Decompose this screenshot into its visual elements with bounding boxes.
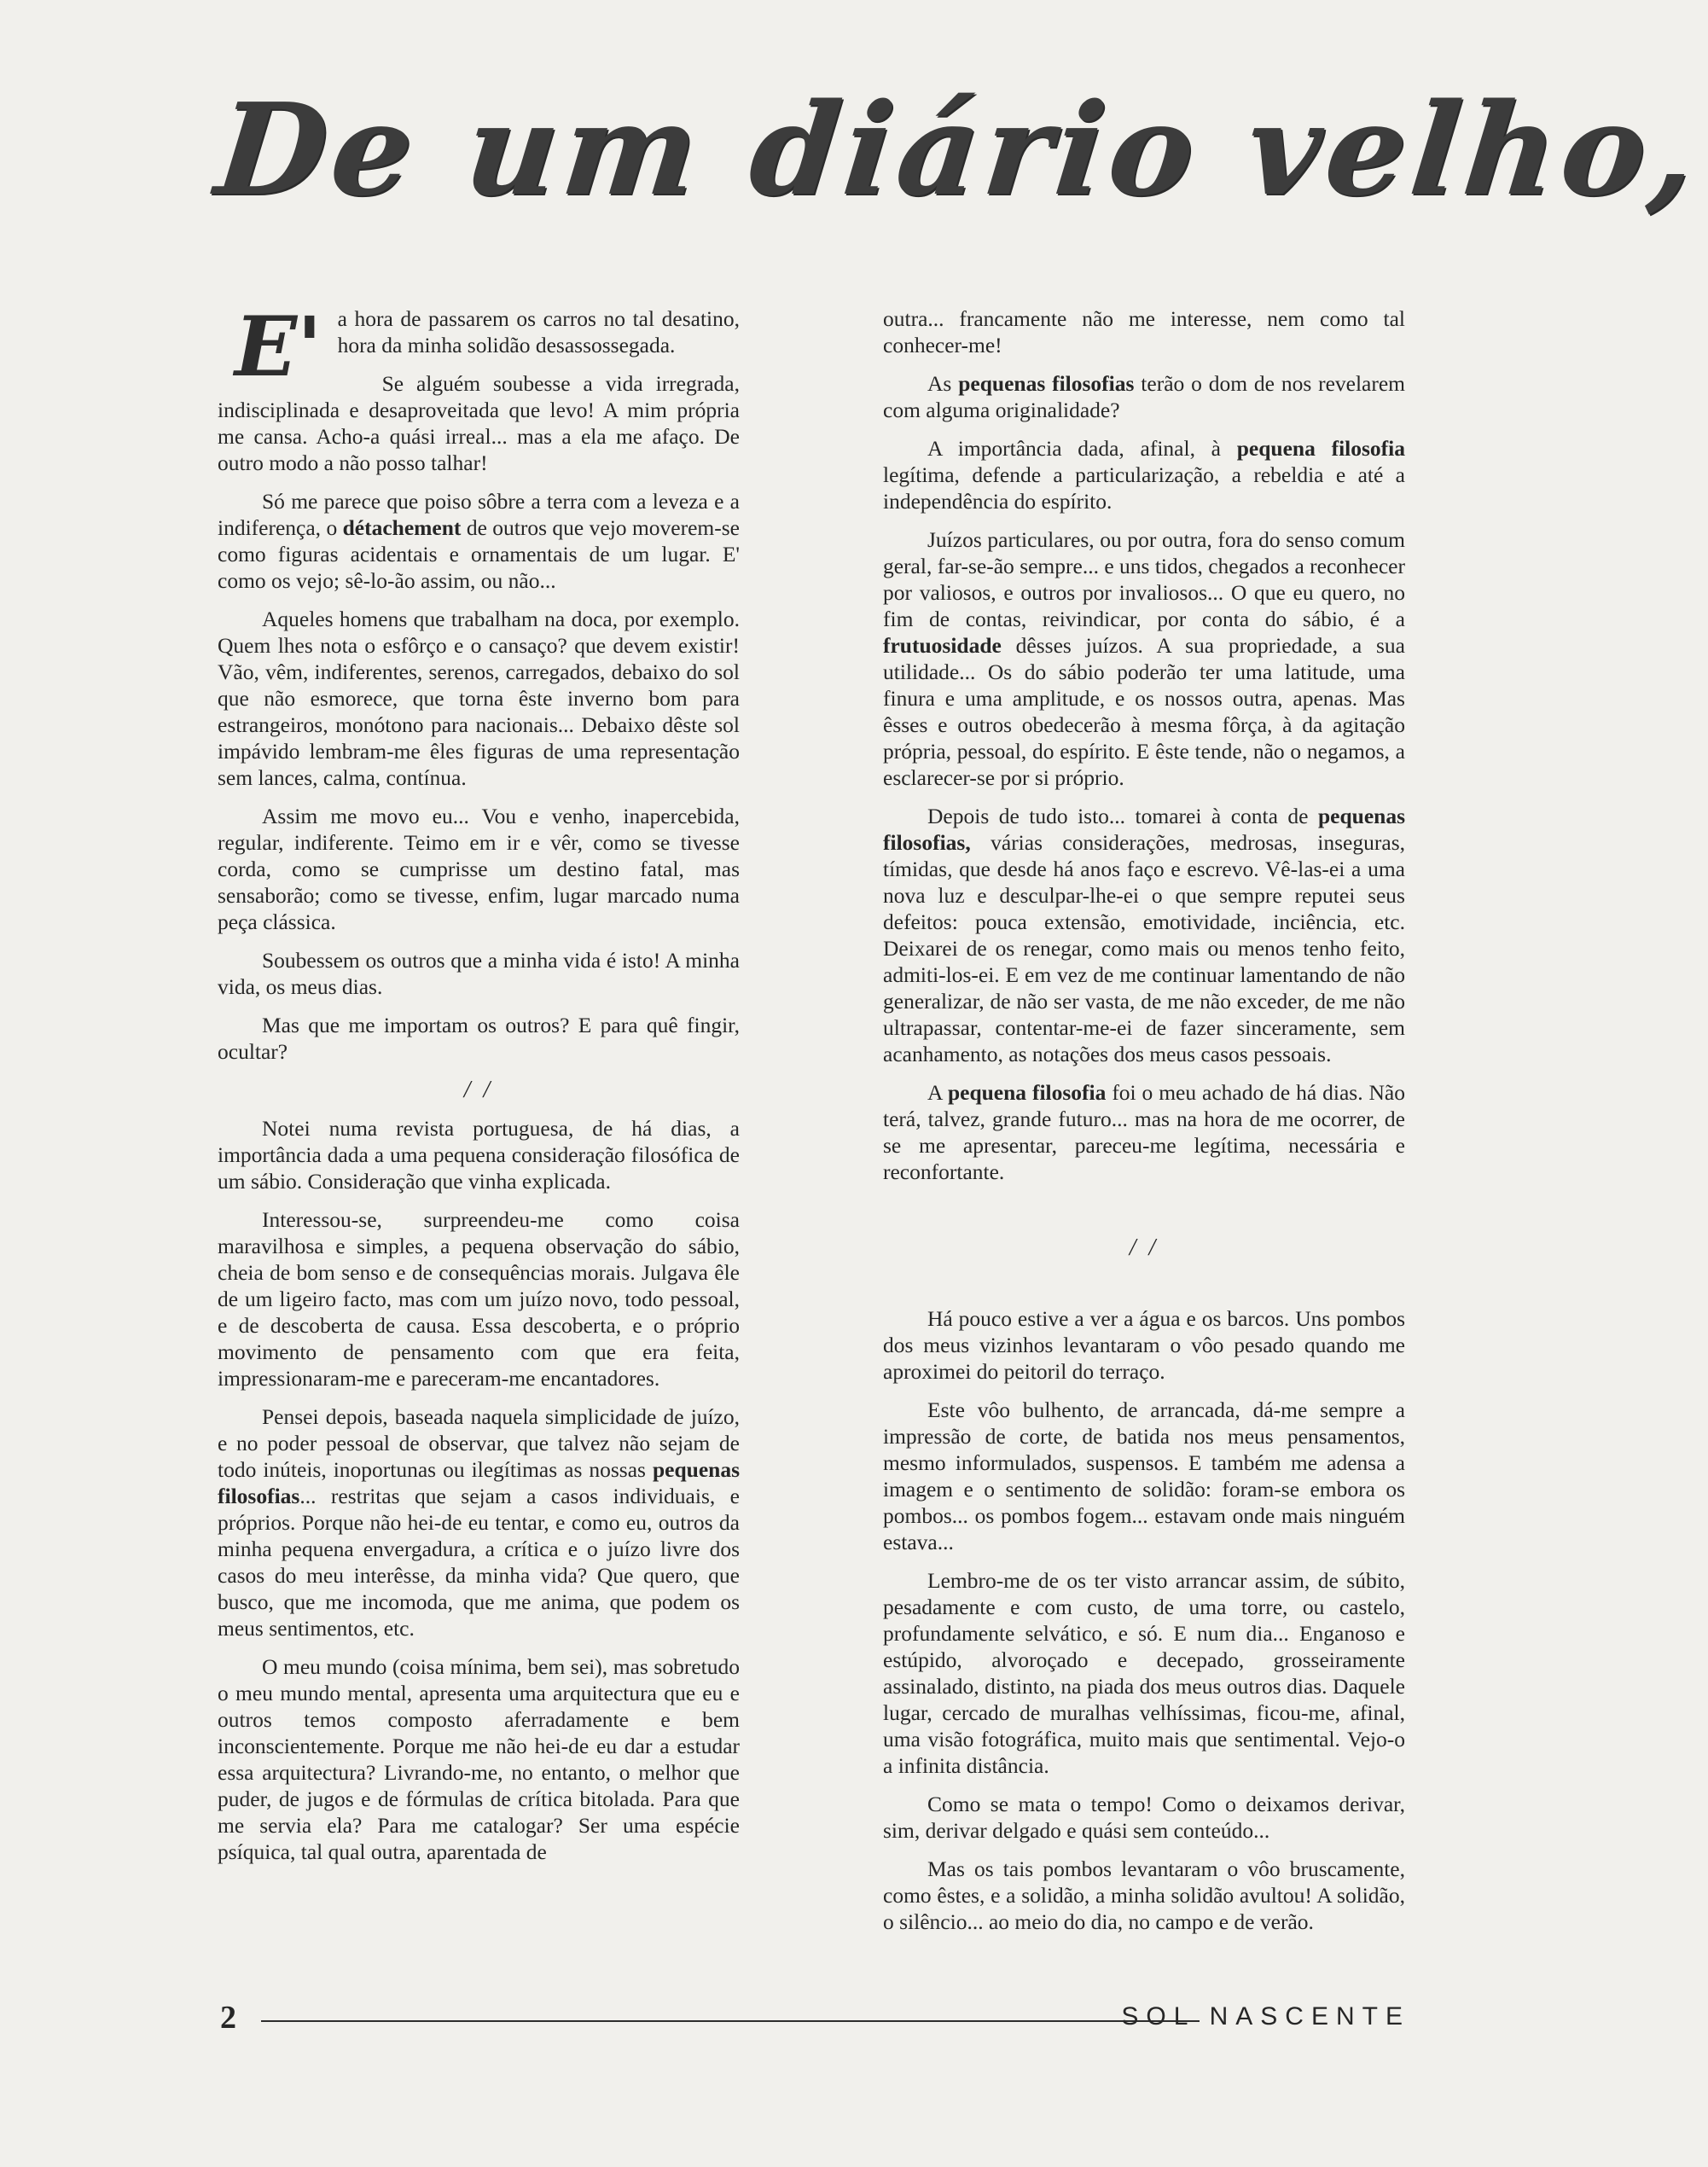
- paragraph: As pequenas filosofias terão o dom de nos revelarem com alguma originalidade?: [883, 371, 1406, 422]
- bold-term: pequenas filosofias: [218, 1457, 741, 1508]
- paragraph: Aqueles homens que trabalham na doca, por exemplo. Quem lhes nota o esfôrço e o cansaço? que devem existir! Vão, vêm, indiferentes, serenos, carregados, debaixo do sol que não esmorece, que torna êste inverno bom para estrangeiros, monótono para nacionais... Debaixo dêste sol impávido lembram-me êles figuras de uma representação sem lances, calma, contínua.: [218, 607, 740, 790]
- page-number: 2: [220, 2000, 236, 2036]
- paragraph: Mas que me importam os outros? E para quê fingir, ocultar?: [218, 1013, 740, 1064]
- paragraph: Depois de tudo isto... tomarei à conta de pequenas filosofias, várias considerações, medrosas, inseguras, tímidas, que desde há anos faço e escrevo. Vê-las-ei a uma nova luz e desculpar-lhe-ei o que sempre reputei seus defeitos: pouca extensão, emotividade, inciência, etc. Deixarei de os renegar, como mais ou menos tenho feito, admiti-los-ei. E em vez de me continuar lamentando de não generalizar, de não ser vasta, de me não exceder, de me não ultrapassar, contentar-me-ei de fazer sinceramente, sem acanhamento, as notações dos meus casos pessoais.: [883, 804, 1405, 1066]
- paragraph: Há pouco estive a ver a água e os barcos. Uns pombos dos meus vizinhos levantaram o vôo pesado quando me aproximei do peitoril do terraço.: [883, 1306, 1405, 1384]
- paragraph: Notei numa revista portuguesa, de há dias, a importância dada a uma pequena consideração filosófica de um sábio. Consideração que vinha explicada.: [218, 1116, 740, 1194]
- bold-term: frutuosidade: [883, 633, 1002, 658]
- paragraph: Se alguém soubesse a vida irregrada, indisciplinada e desaproveitada que levo! A mim própria me cansa. Acho-a quási irreal... mas a ela me afaço. De outro modo a não posso talhar!: [218, 371, 740, 475]
- paragraph: A pequena filosofia foi o meu achado de há dias. Não terá, talvez, grande futuro... mas na hora de me ocorrer, de se me apresentar, pareceu-me legítima, necessária e reconfortante.: [883, 1080, 1405, 1184]
- bold-term: pequena filosofia: [947, 1080, 1107, 1105]
- bold-term: détachement: [342, 515, 462, 540]
- paragraph: Lembro-me de os ter visto arrancar assim, de súbito, pesadamente e com custo, de uma torre, ou castelo, profundamente selvático, e só. E num dia... Enganoso e estúpido, alvoroçado e decepado, grosseiramente assinalado, distinto, na piada dos meus outros dias. Daquele lugar, cercado de muralhas velhíssimas, ficou-me, afinal, uma visão fotográfica, muito mais que sentimental. Vejo-o a infinita distância.: [883, 1568, 1405, 1778]
- paragraph-text: a hora de passarem os carros no tal desatino, hora da minha solidão desassossegada.: [337, 306, 740, 357]
- drop-cap: E': [235, 299, 322, 395]
- footer-rule: [261, 2020, 1200, 2022]
- paragraph: Juízos particulares, ou por outra, fora do senso comum geral, far-se-ão sempre... e uns tidos, chegados a reconhecer por valiosos, e outros por invaliosos... O que eu quero, no fim de contas, reivindicar, por conta do sábio, é a frutuosidade dêsses juízos. A sua propriedade, a sua utilidade... Os do sábio poderão ter uma latitude, uma finura e uma amplitude, e os nossos outra, apenas. Mas êsses e outros obedecerão à mesma fôrça, à da agitação própria, pessoal, do espírito. E êste tende, não o negamos, a esclarecer-se por si próprio.: [883, 527, 1406, 790]
- left-column: [218, 299, 741, 1877]
- paragraph: Pensei depois, baseada naquela simplicidade de juízo, e no poder pessoal de observar, que talvez não sejam de todo inúteis, inoportunas ou ilegítimas as nossas pequenas filosofias... restritas que sejam a casos individuais, e próprios. Porque não hei-de eu tentar, e como eu, outros da minha pequena envergadura, a crítica e o juízo livre dos casos do meu interêsse, da minha vida? Que quero, que busco, que me incomoda, que me anima, que podem os meus sentimentos, etc.: [218, 1404, 741, 1641]
- paragraph: Soubessem os outros que a minha vida é isto! A minha vida, os meus dias.: [218, 948, 740, 999]
- paragraph: O meu mundo (coisa mínima, bem sei), mas sobretudo o meu mundo mental, apresenta uma arquitectura que eu e outros temos composto aferradamente e bem inconscientemente. Porque me não hei-de eu dar a estudar essa arquitectura? Livrando-me, no entanto, o melhor que puder, de jugos e de fórmulas de crítica bitolada. Para que me servia ela? Para me catalogar? Ser uma espécie psíquica, tal qual outra, aparentada de: [218, 1654, 740, 1864]
- paragraph: outra... francamente não me interesse, nem como tal conhecer-me!: [883, 306, 1405, 357]
- page-footer: [220, 1996, 1410, 2039]
- magazine-name: SOL NASCENTE: [1121, 2002, 1410, 2030]
- section-separator: / /: [1129, 1235, 1159, 1261]
- paragraph: [218, 299, 740, 395]
- paragraph: A importância dada, afinal, à pequena filosofia legítima, defende a particularização, a rebeldia e até a independência do espírito.: [883, 436, 1406, 514]
- paragraph: Como se mata o tempo! Como o deixamos derivar, sim, derivar delgado e quási sem conteúdo...: [883, 1792, 1405, 1843]
- paragraph: Assim me movo eu... Vou e venho, inapercebida, regular, indiferente. Teimo em ir e vêr, como se tivesse corda, como se cumprisse um destino fatal, mas sensaborão; como se tivesse, enfim, lugar marcado numa peça clássica.: [218, 804, 740, 934]
- paragraph: Interessou-se, surpreendeu-me como coisa maravilhosa e simples, a pequena observação do sábio, cheia de bom senso e de consequências morais. Julgava êle de um ligeiro facto, mas com um juízo novo, todo pessoal, e de descoberta de causa. Essa descoberta, e o próprio movimento de pensamento com que era feita, impressionaram-me e pareceram-me encantadores.: [218, 1207, 740, 1391]
- right-column: [883, 305, 1405, 1947]
- bold-term: pequena filosofia: [1236, 436, 1406, 461]
- bold-term: pequenas filosofias,: [883, 804, 1405, 855]
- bold-term: pequenas filosofias: [958, 371, 1135, 396]
- section-separator: / /: [463, 1077, 494, 1103]
- paragraph: Mas os tais pombos levantaram o vôo bruscamente, como êstes, e a solidão, a minha solidão avultou! A solidão, o silêncio... ao meio do dia, no campo e de verão.: [883, 1856, 1405, 1934]
- paragraph: Este vôo bulhento, de arrancada, dá-me sempre a impressão de corte, de batida nos meus pensamentos, mesmo informulados, suspensos. E também me adensa a imagem e o sentimento de solidão: foram-se embora os pombos... os pombos fogem... estavam onde mais ninguém estava...: [883, 1397, 1405, 1554]
- paragraph: Só me parece que poiso sôbre a terra com a leveza e a indiferença, o détachement de outros que vejo moverem-se como figuras acidentais e ornamentais de um lugar. E' como os vejo; sê-lo-ão assim, ou não...: [218, 489, 740, 593]
- article-title: De um diário velho,: [209, 75, 1708, 224]
